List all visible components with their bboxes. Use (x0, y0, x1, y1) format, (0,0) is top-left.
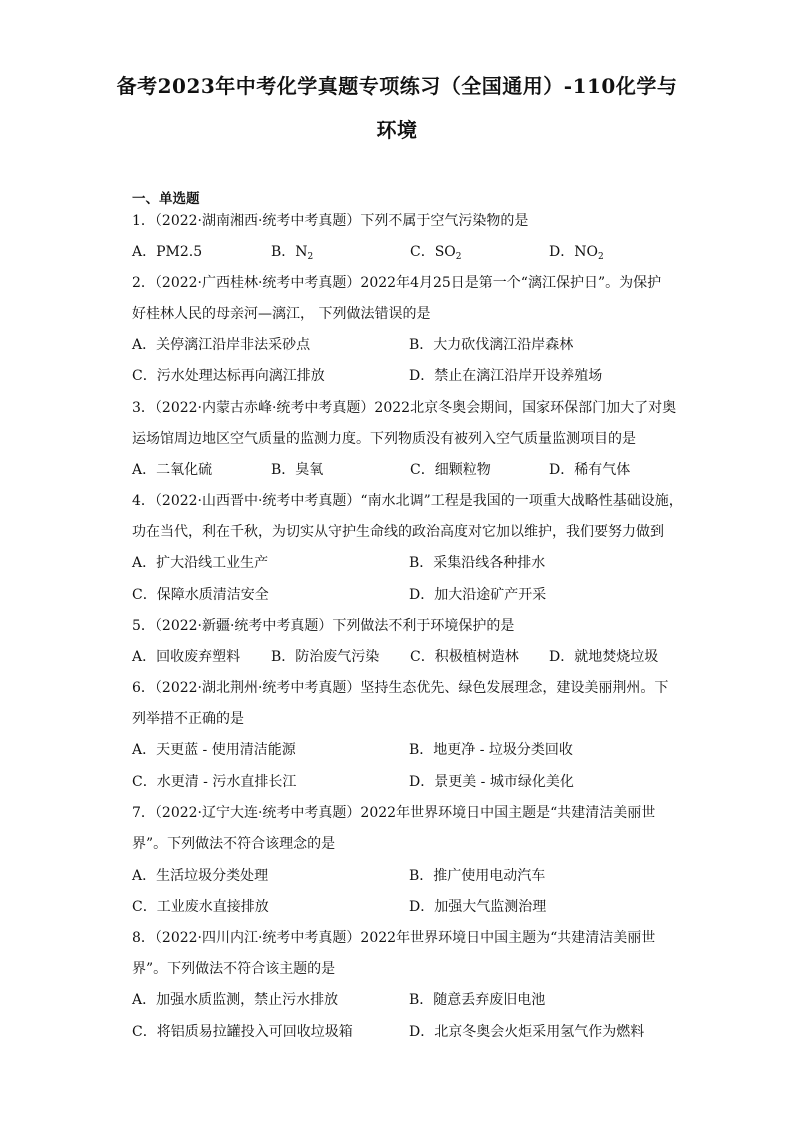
q2-option-a: A．关停漓江沿岸非法采砂点 (132, 337, 311, 353)
q6-option-c: C．水更清 - 污水直排长江 (132, 774, 297, 790)
q4-option-d: D．加大沿途矿产开采 (409, 587, 547, 603)
q3-option-d: D．稀有气体 (549, 462, 631, 478)
q8-option-a: A．加强水质监测，禁止污水排放 (132, 992, 339, 1008)
q4-option-b: B．采集沿线各种排水 (409, 555, 546, 571)
q6-option-d: D．景更美 - 城市绿化美化 (409, 774, 574, 790)
q8-option-b: B．随意丢弃废旧电池 (409, 992, 546, 1008)
q8-options-row2 (132, 1017, 672, 1048)
q8-option-d: D．北京冬奥会火炬采用氢气作为燃料 (409, 1024, 645, 1040)
question-3-options (132, 455, 672, 486)
q6-option-b: B．地更净 - 垃圾分类回收 (409, 742, 573, 758)
q5-option-c: C．积极植树造林 (410, 649, 519, 665)
q8-stem-line2: 界”。下列做法不符合该主题的是 (132, 961, 336, 977)
question-1-options (132, 237, 672, 268)
q3-stem-line1: 3．（2022·内蒙古赤峰·统考中考真题）2022北京冬奥会期间，国家环保部门加大了对奥 (132, 400, 677, 416)
q7-option-c: C．工业废水直接排放 (132, 899, 269, 915)
q6-options-row1 (132, 735, 672, 766)
q4-options-row1 (132, 548, 672, 579)
q1-option-d: D．$NO_2$ (549, 244, 604, 262)
question-7-stem (132, 798, 672, 860)
q4-option-a: A．扩大沿线工业生产 (132, 555, 269, 571)
q2-options-row1 (132, 330, 672, 361)
q4-options-row2 (132, 580, 672, 611)
q7-option-d: D．加强大气监测治理 (409, 899, 547, 915)
doc-title-line2: 环境 (376, 118, 418, 142)
q8-option-c: C．将铝质易拉罐投入可回收垃圾箱 (132, 1024, 353, 1040)
q7-option-b: B．推广使用电动汽车 (409, 868, 546, 884)
q8-stem-line1: 8．（2022·四川内江·统考中考真题）2022年世界环境日中国主题为“共建清洁美丽世 (132, 930, 656, 946)
q4-stem-line2: 功在当代，利在千秋，为切实从守护生命线的政治高度对它加以维护，我们要努力做到 (132, 524, 664, 540)
q2-option-c: C．污水处理达标再向漓江排放 (132, 368, 325, 384)
q7-stem-line1: 7．（2022·辽宁大连·统考中考真题）2022年世界环境日中国主题是“共建清洁美丽世 (132, 805, 656, 821)
q1-option-b: B．$N_2$ (271, 244, 314, 262)
q2-option-d: D．禁止在漓江沿岸开设养殖场 (409, 368, 603, 384)
q7-option-a: A．生活垃圾分类处理 (132, 868, 269, 884)
q6-options-row2 (132, 767, 672, 798)
q1-option-c: C．$SO_2$ (410, 244, 462, 262)
q1-option-a: A．PM2.5 (132, 244, 203, 260)
question-3-stem (132, 393, 677, 455)
question-6-stem (132, 673, 672, 735)
q7-options-row2 (132, 892, 672, 923)
q2-stem-line1: 2．（2022·广西桂林·统考中考真题）2022年4月25日是第一个“漓江保护日”。为保护 (132, 275, 662, 291)
q5-option-d: D．就地焚烧垃圾 (549, 649, 659, 665)
q5-option-b: B．防治废气污染 (271, 649, 380, 665)
q4-option-c: C．保障水质清洁安全 (132, 587, 269, 603)
question-5-stem: 5．（2022·新疆·统考中考真题）下列做法不利于环境保护的是 (132, 618, 515, 634)
q5-option-a: A．回收废弃塑料 (132, 649, 241, 665)
q2-option-b: B．大力砍伐漓江沿岸森林 (409, 337, 574, 353)
q2-stem-line2: 好桂林人民的母亲河—漓江， 下列做法错误的是 (132, 306, 431, 322)
q4-stem-line1: 4．（2022·山西晋中·统考中考真题）“南水北调”工程是我国的一项重大战略性基础设施， (132, 493, 683, 509)
q7-options-row1 (132, 861, 672, 892)
q6-stem-line1: 6．（2022·湖北荆州·统考中考真题）坚持生态优先、绿色发展理念，建设美丽荆州。下 (132, 680, 669, 696)
q8-options-row1 (132, 985, 672, 1016)
q3-option-a: A．二氧化硫 (132, 462, 213, 478)
section-heading: 一、单选题 (132, 191, 200, 207)
q7-stem-line2: 界”。下列做法不符合该理念的是 (132, 836, 336, 852)
q2-options-row2 (132, 361, 672, 392)
q3-option-b: B．臭氧 (271, 462, 324, 478)
question-1-stem: 1．（2022·湖南湘西·统考中考真题）下列不属于空气污染物的是 (132, 213, 529, 229)
question-2-stem (132, 268, 672, 330)
q6-option-a: A．天更蓝 - 使用清洁能源 (132, 742, 296, 758)
doc-title-line1: 备考2023年中考化学真题专项练习（全国通用）-110化学与 (116, 74, 678, 98)
question-8-stem (132, 923, 672, 985)
q6-stem-line2: 列举措不正确的是 (132, 711, 244, 727)
question-5-options (132, 642, 672, 673)
q3-option-c: C．细颗粒物 (410, 462, 491, 478)
question-4-stem (132, 486, 683, 548)
q3-stem-line2: 运场馆周边地区空气质量的监测力度。下列物质没有被列入空气质量监测项目的是 (132, 431, 636, 447)
